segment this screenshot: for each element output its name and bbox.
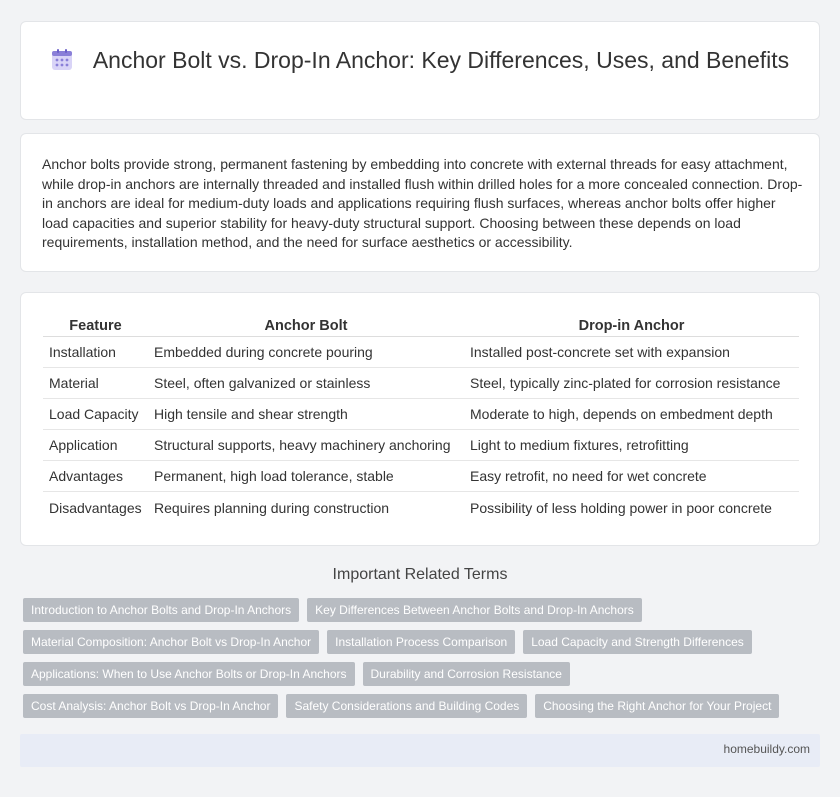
table-header-row: [43, 316, 799, 337]
tag-row: [23, 598, 813, 622]
related-term-tag[interactable]: Cost Analysis: Anchor Bolt vs Drop-In Anchor: [23, 694, 278, 718]
table-row: [43, 368, 799, 399]
comparison-card: [20, 292, 820, 546]
header-drop-in-anchor: Drop-in Anchor: [464, 316, 799, 337]
tag-row: [23, 694, 813, 718]
table-row: [43, 399, 799, 430]
page-title-wrap: [21, 46, 819, 75]
related-term-tag[interactable]: Introduction to Anchor Bolts and Drop-In Anchors: [23, 598, 299, 622]
comparison-table: [43, 316, 799, 523]
calendar-grid-icon: [51, 49, 73, 71]
table-cell: Requires planning during construction: [154, 499, 390, 516]
table-cell: Installed post-concrete set with expansion: [464, 337, 799, 368]
table-cell: Steel, often galvanized or stainless: [148, 368, 464, 399]
related-term-tag[interactable]: Choosing the Right Anchor for Your Project: [535, 694, 779, 718]
table-cell: High tensile and shear strength: [148, 399, 464, 430]
table-cell: Easy retrofit, no need for wet concrete: [464, 461, 799, 492]
table-cell: Structural supports, heavy machinery anchoring: [148, 430, 464, 461]
footer: [20, 734, 820, 767]
related-term-tag[interactable]: Load Capacity and Strength Differences: [523, 630, 752, 654]
table-cell: Embedded during concrete pouring: [148, 337, 464, 368]
table-cell: Possibility of less holding power in poor concrete: [470, 499, 772, 516]
table-cell: Light to medium fixtures, retrofitting: [464, 430, 799, 461]
table-row: [43, 337, 799, 368]
table-cell: Permanent, high load tolerance, stable: [148, 461, 464, 492]
related-term-tag[interactable]: Safety Considerations and Building Codes: [286, 694, 527, 718]
tag-row: [23, 662, 813, 686]
header-anchor-bolt: Anchor Bolt: [148, 316, 464, 337]
tag-row: [23, 630, 813, 654]
header-feature: Feature: [43, 316, 148, 337]
page-title: Anchor Bolt vs. Drop-In Anchor: Key Differences, Uses, and Benefits: [92, 47, 790, 73]
table-cell: Material: [43, 368, 148, 399]
intro-paragraph: Anchor bolts provide strong, permanent fastening by embedding into concrete with external threads for easy attachment, while drop-in anchors are internally threaded and installed flush within drilled holes for a more concealed connection. Drop-in anchors are ideal for medium-duty loads and applications requiring flush surfaces, whereas anchor bolts offer higher load capacities and superior stability for heavy-duty structural support. Choosing between these depends on load requirements, installation method, and the need for surface aesthetics or accessibility.: [42, 156, 803, 251]
table-row: [43, 492, 799, 523]
related-terms-tags: [23, 598, 813, 726]
table-cell: Disadvantages: [49, 499, 142, 516]
table-cell: Load Capacity: [43, 399, 148, 430]
table-cell: Advantages: [43, 461, 148, 492]
table-cell: Installation: [43, 337, 148, 368]
related-term-tag[interactable]: Key Differences Between Anchor Bolts and Drop-In Anchors: [307, 598, 642, 622]
related-terms-heading: Important Related Terms: [332, 566, 508, 583]
related-term-tag[interactable]: Material Composition: Anchor Bolt vs Drop-In Anchor: [23, 630, 319, 654]
footer-site-link[interactable]: homebuildy.com: [723, 742, 810, 756]
intro-card: [20, 133, 820, 272]
table-row: [43, 461, 799, 492]
table-cell: Steel, typically zinc-plated for corrosion resistance: [464, 368, 799, 399]
title-card: [20, 21, 820, 120]
table-cell: Moderate to high, depends on embedment depth: [464, 399, 799, 430]
related-term-tag[interactable]: Durability and Corrosion Resistance: [363, 662, 570, 686]
related-term-tag[interactable]: Applications: When to Use Anchor Bolts or Drop-In Anchors: [23, 662, 355, 686]
related-term-tag[interactable]: Installation Process Comparison: [327, 630, 515, 654]
table-row: [43, 430, 799, 461]
table-cell: Application: [43, 430, 148, 461]
